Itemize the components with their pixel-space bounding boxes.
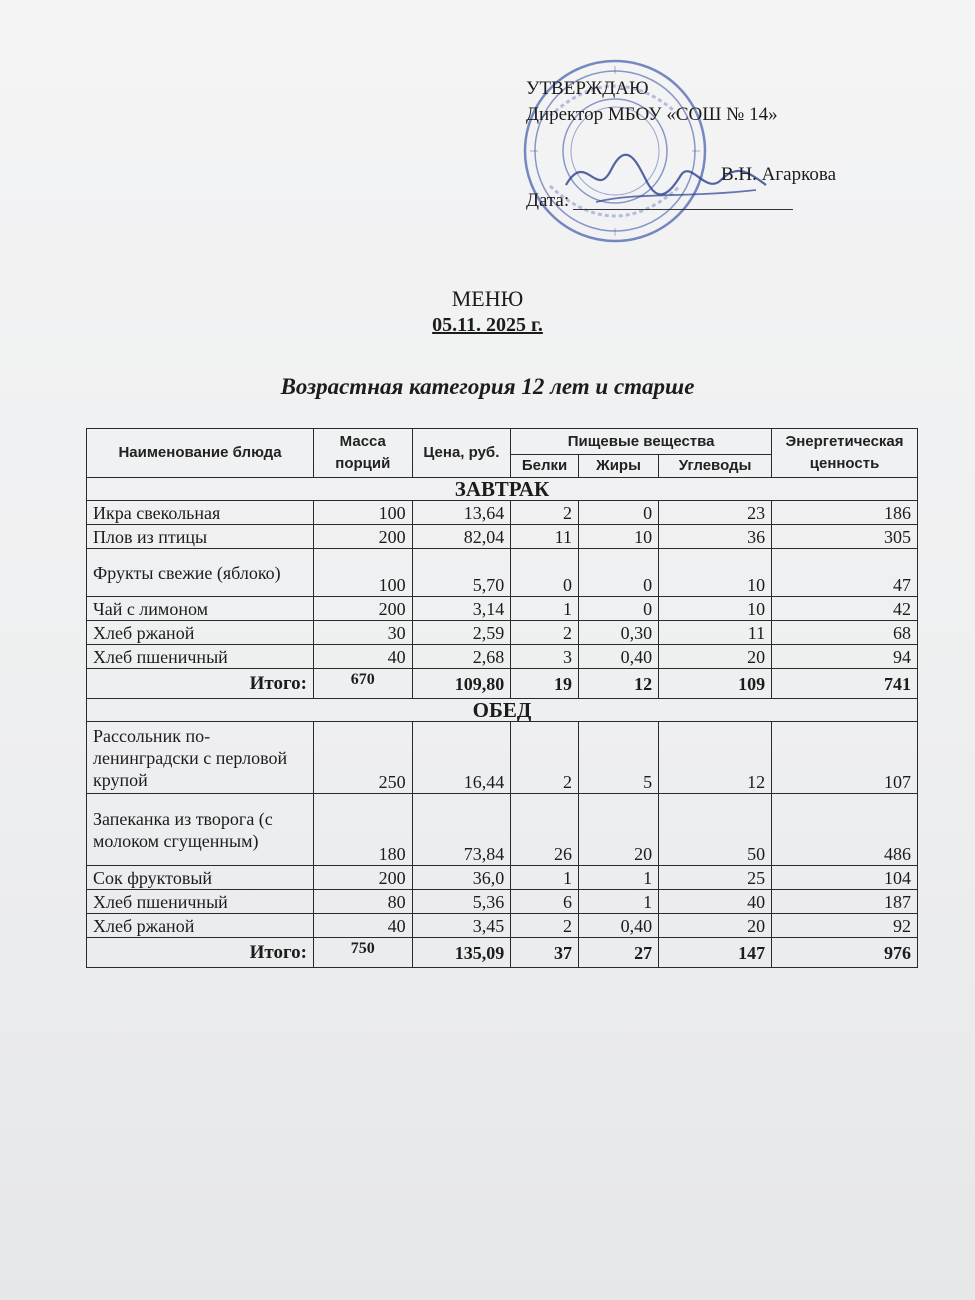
dish-energy: 47 <box>772 549 918 597</box>
dish-mass: 200 <box>314 597 413 621</box>
dish-carbs: 36 <box>659 525 772 549</box>
dish-proteins: 0 <box>511 549 579 597</box>
dish-price: 36,0 <box>412 866 511 890</box>
dish-fats: 0,40 <box>578 914 658 938</box>
header-dish-name: Наименование блюда <box>87 429 314 478</box>
menu-date <box>0 314 975 337</box>
header-nutrients: Пищевые вещества <box>511 429 772 455</box>
dish-energy: 68 <box>772 621 918 645</box>
dish-fats: 0 <box>578 549 658 597</box>
dish-name: Плов из птицы <box>87 525 314 549</box>
table-row <box>87 621 918 645</box>
table-row <box>87 549 918 597</box>
director-position: Директор МБОУ «СОШ № 14» <box>526 104 778 125</box>
total-energy: 976 <box>772 938 918 968</box>
dish-price: 5,36 <box>412 890 511 914</box>
header-fats: Жиры <box>578 455 658 478</box>
table-row <box>87 525 918 549</box>
total-carbs: 147 <box>659 938 772 968</box>
menu-table-body <box>87 478 918 968</box>
dish-proteins: 1 <box>511 866 579 890</box>
approval-title: УТВЕРЖДАЮ <box>526 78 649 99</box>
dish-mass: 80 <box>314 890 413 914</box>
dish-price: 73,84 <box>412 794 511 866</box>
header-price: Цена, руб. <box>412 429 511 478</box>
dish-fats: 5 <box>578 722 658 794</box>
dish-carbs: 10 <box>659 549 772 597</box>
dish-proteins: 2 <box>511 501 579 525</box>
dish-energy: 186 <box>772 501 918 525</box>
dish-carbs: 20 <box>659 645 772 669</box>
dish-proteins: 6 <box>511 890 579 914</box>
dish-energy: 104 <box>772 866 918 890</box>
dish-proteins: 3 <box>511 645 579 669</box>
dish-energy: 42 <box>772 597 918 621</box>
dish-fats: 0 <box>578 597 658 621</box>
menu-date-text: 05.11. 2025 г. <box>432 314 543 336</box>
dish-fats: 1 <box>578 890 658 914</box>
dish-name: Сок фруктовый <box>87 866 314 890</box>
total-mass: 670 <box>314 669 413 699</box>
total-proteins: 37 <box>511 938 579 968</box>
dish-proteins: 1 <box>511 597 579 621</box>
dish-energy: 305 <box>772 525 918 549</box>
dish-name: Хлеб пшеничный <box>87 890 314 914</box>
menu-table <box>86 428 918 968</box>
table-row <box>87 501 918 525</box>
breakfast-section-label: ЗАВТРАК <box>87 478 918 501</box>
table-row <box>87 794 918 866</box>
dish-fats: 1 <box>578 866 658 890</box>
dish-mass: 180 <box>314 794 413 866</box>
breakfast-total-row <box>87 669 918 699</box>
table-row <box>87 914 918 938</box>
dish-price: 5,70 <box>412 549 511 597</box>
dish-carbs: 23 <box>659 501 772 525</box>
header-mass: Масса порций <box>314 429 413 478</box>
dish-carbs: 12 <box>659 722 772 794</box>
dish-proteins: 2 <box>511 914 579 938</box>
date-label: Дата: <box>526 190 570 211</box>
dish-fats: 20 <box>578 794 658 866</box>
table-row <box>87 597 918 621</box>
table-row <box>87 890 918 914</box>
dish-carbs: 50 <box>659 794 772 866</box>
dish-fats: 0,40 <box>578 645 658 669</box>
total-price: 109,80 <box>412 669 511 699</box>
dish-mass: 200 <box>314 525 413 549</box>
dish-price: 3,45 <box>412 914 511 938</box>
dish-carbs: 10 <box>659 597 772 621</box>
lunch-section-label: ОБЕД <box>87 699 918 722</box>
dish-mass: 250 <box>314 722 413 794</box>
dish-name: Рассольник по-ленинградски с перловой крупой <box>87 722 314 794</box>
dish-mass: 30 <box>314 621 413 645</box>
age-category: Возрастная категория 12 лет и старше <box>280 374 695 399</box>
dish-energy: 486 <box>772 794 918 866</box>
dish-proteins: 26 <box>511 794 579 866</box>
dish-mass: 40 <box>314 645 413 669</box>
lunch-section-row <box>87 699 918 722</box>
breakfast-section-row <box>87 478 918 501</box>
date-underline <box>573 188 793 210</box>
dish-name: Фрукты свежие (яблоко) <box>87 549 314 597</box>
dish-proteins: 2 <box>511 722 579 794</box>
dish-proteins: 2 <box>511 621 579 645</box>
table-row <box>87 722 918 794</box>
dish-name: Икра свекольная <box>87 501 314 525</box>
dish-energy: 92 <box>772 914 918 938</box>
total-fats: 27 <box>578 938 658 968</box>
dish-carbs: 11 <box>659 621 772 645</box>
dish-fats: 0,30 <box>578 621 658 645</box>
total-carbs: 109 <box>659 669 772 699</box>
dish-name: Хлеб пшеничный <box>87 645 314 669</box>
header-proteins: Белки <box>511 455 579 478</box>
menu-title: МЕНЮ <box>451 286 524 311</box>
total-fats: 12 <box>578 669 658 699</box>
dish-energy: 94 <box>772 645 918 669</box>
dish-carbs: 40 <box>659 890 772 914</box>
signer-name: В.Н. Агаркова <box>720 164 836 185</box>
table-row <box>87 866 918 890</box>
dish-price: 2,68 <box>412 645 511 669</box>
dish-mass: 100 <box>314 549 413 597</box>
dish-price: 3,14 <box>412 597 511 621</box>
total-energy: 741 <box>772 669 918 699</box>
approval-block <box>526 76 856 214</box>
dish-price: 16,44 <box>412 722 511 794</box>
dish-mass: 100 <box>314 501 413 525</box>
header-carbs: Углеводы <box>659 455 772 478</box>
total-price: 135,09 <box>412 938 511 968</box>
total-label: Итого: <box>87 669 314 699</box>
total-proteins: 19 <box>511 669 579 699</box>
header-energy: Энергетическая ценность <box>772 429 918 478</box>
dish-energy: 187 <box>772 890 918 914</box>
dish-name: Чай с лимоном <box>87 597 314 621</box>
dish-name: Хлеб ржаной <box>87 621 314 645</box>
dish-energy: 107 <box>772 722 918 794</box>
approval-date-row <box>526 188 856 214</box>
total-label: Итого: <box>87 938 314 968</box>
total-mass: 750 <box>314 938 413 968</box>
dish-price: 13,64 <box>412 501 511 525</box>
dish-price: 2,59 <box>412 621 511 645</box>
table-row <box>87 645 918 669</box>
dish-carbs: 25 <box>659 866 772 890</box>
dish-proteins: 11 <box>511 525 579 549</box>
dish-fats: 10 <box>578 525 658 549</box>
dish-name: Хлеб ржаной <box>87 914 314 938</box>
dish-price: 82,04 <box>412 525 511 549</box>
dish-fats: 0 <box>578 501 658 525</box>
dish-name: Запеканка из творога (с молоком сгущенным) <box>87 794 314 866</box>
dish-mass: 200 <box>314 866 413 890</box>
lunch-total-row <box>87 938 918 968</box>
dish-carbs: 20 <box>659 914 772 938</box>
dish-mass: 40 <box>314 914 413 938</box>
